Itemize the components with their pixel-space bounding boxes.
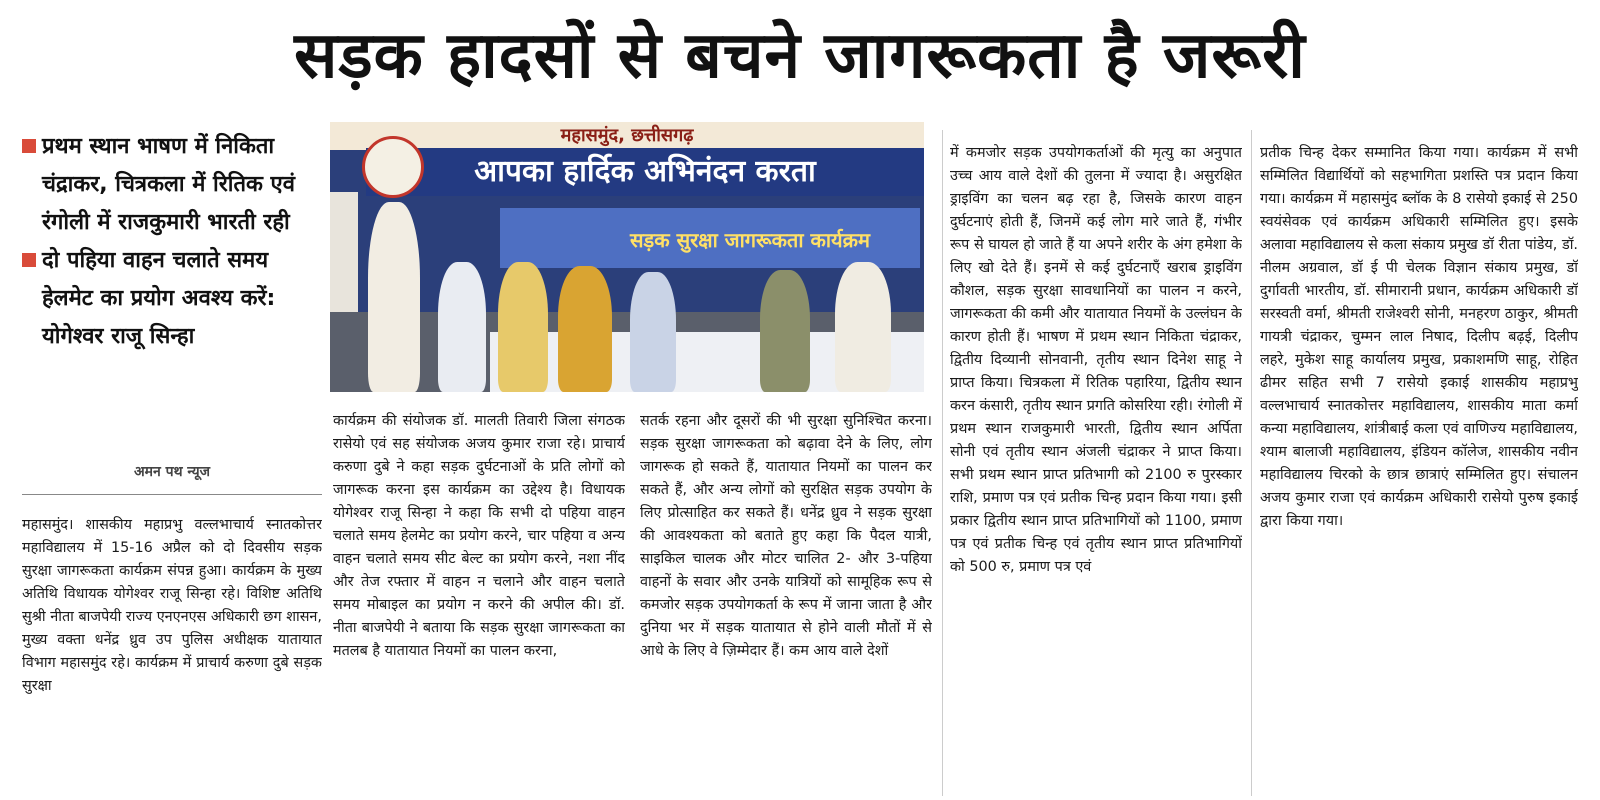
headline: सड़क हादसों से बचने जागरूकता है जरूरी <box>294 19 1306 93</box>
highlights <box>20 128 318 356</box>
article-column-1: महासमुंद। शासकीय महाप्रभु वल्लभाचार्य स्नातकोत्तर महाविद्यालय में 15-16 अप्रैल को दो दिवसीय सड़क सुरक्षा जागरूकता कार्यक्रम संपन्न हुआ। कार्यक्रम के मुख्य अतिथि विधायक योगेश्वर राजू सिन्हा रहे। विशिष्ट अतिथि सुश्री नीता बाजपेयी राज्य एनएनएस अधिकारी छग शासन, मुख्य वक्ता धनेंद्र ध्रुव उप पुलिस अधीक्षक यातायात विभाग महासमुंद रहे। कार्यक्रम में प्राचार्य करुणा दुबे सड़क सुरक्षा <box>22 517 322 694</box>
seal-icon <box>362 136 424 198</box>
column-divider <box>1251 130 1252 796</box>
article-column-3: सतर्क रहना और दूसरों की भी सुरक्षा सुनिश्चित करना। सड़क सुरक्षा जागरूकता को बढ़ावा देने के लिए, लोग जागरूक हो सकते हैं, यातायात नियमों का पालन कर सकते हैं, और अन्य लोगों को सुरक्षित सड़क उपयोग के लिए प्रोत्साहित कर सकते हैं। धनेंद्र ध्रुव ने सड़क सुरक्षा की आवश्यकता को बताते हुए कहा कि पैदल यात्री, साइकिल चालक और मोटर चालित 2- और 3-पहिया वाहनों के सवार और उनके यात्रियों को सामूहिक रूप से कमजोर सड़क उपयोगकर्ता के रूप में जाना जाता है और दुनिया भर में सड़क यातायात से होने वाली मौतों में से आधे के लिए वे ज़िम्मेदार हैं। कम आय वाले देशों <box>640 413 932 659</box>
column-divider <box>942 130 943 796</box>
bullet-square-icon <box>22 139 36 153</box>
photo-person <box>368 202 420 392</box>
highlight-item <box>20 128 318 242</box>
highlight-text: प्रथम स्थान भाषण में निकिता चंद्राकर, चित्रकला में रितिक एवं रंगोली में राजकुमारी भारती रही <box>42 134 295 235</box>
highlight-text: दो पहिया वाहन चलाते समय हेलमेट का प्रयोग अवश्य करें: योगेश्वर राजू सिन्हा <box>42 248 276 349</box>
divider <box>22 494 322 495</box>
bullet-square-icon <box>22 253 36 267</box>
highlight-item <box>20 242 318 356</box>
article-column-4: में कमजोर सड़क उपयोगकर्ताओं की मृत्यु का अनुपात उच्च आय वाले देशों की तुलना में ज्यादा है। असुरक्षित ड्राइविंग का चलन बढ़ रहा है, जिसके कारण वाहन दुर्घटनाएं होती हैं, जिनमें कई लोग मारे जाते हैं, गंभीर रूप से घायल हो जाते हैं या अपने शरीर के अंग हमेशा के लिए खो देते हैं। इनमें से कई दुर्घटनाएँ खराब ड्राइविंग कौशल, सड़क सुरक्षा सावधानियों का पालन न करने, जागरूकता की कमी और यातायात नियमों के उल्लंघन के कारण होती हैं। भाषण में प्रथम स्थान निकिता चंद्राकर, द्वितीय दिव्यानी सोनवानी, तृतीय स्थान दिनेश साहू ने प्राप्त किया। चित्रकला में रितिक पहारिया, द्वितीय स्थान करन कंसारी, तृतीय स्थान प्रगति कोसरिया रही। रंगोली में प्रथम स्थान राजकुमारी भारती, द्वितीय स्थान अर्पिता सोनी एवं तृतीय स्थान अंजली चंद्राकर ने प्राप्त किया। सभी प्रथम स्थान प्राप्त प्रतिभागी को 2100 रु पुरस्कार राशि, प्रमाण पत्र एवं प्रतीक चिन्ह प्रदान किया गया। इसी प्रकार द्वितीय स्थान प्राप्त प्रतिभागियों को 1100, प्रमाण पत्र एवं प्रतीक चिन्ह एवं तृतीय स्थान प्राप्त प्रतिभागियों को 500 रु, प्रमाण पत्र एवं <box>950 145 1242 575</box>
photo-event-banner-text: सड़क सुरक्षा जागरूकता कार्यक्रम <box>630 228 870 252</box>
photo-person <box>835 262 891 392</box>
photo-person <box>630 272 676 392</box>
event-photo <box>330 122 924 392</box>
photo-person <box>760 270 810 392</box>
article-column-5: प्रतीक चिन्ह देकर सम्मानित किया गया। कार्यक्रम में सभी सम्मिलित विद्यार्थियों को सहभागिता प्रशस्ति पत्र प्रदान किया गया। कार्यक्रम में महासमुंद ब्लॉक के 8 रासेयो इकाई से 250 स्वयंसेवक एवं कार्यक्रम अधिकारी सम्मिलित हुए। इसके अलावा महाविद्यालय से कला संकाय प्रमुख डॉ रीता पांडेय, डॉ. नीलम अग्रवाल, डॉ ई पी चेलक विज्ञान संकाय प्रमुख, डॉ दुर्गावती भारतीय, डॉ. सीमारानी प्रधान, कार्यक्रम अधिकारी डॉ सरस्वती वर्मा, श्रीमती राजेश्वरी सोनी, मनहरण ठाकुर, श्रीमती गायत्री चंद्राकर, चुम्मन लाल निषाद, दिलीप बढ़ई, दिलीप लहरे, मुकेश साहू कार्यालय प्रमुख, प्रकाशमणि साहू, रोहित ढीमर सहित सभी 7 रासेयो इकाई शासकीय महाप्रभु वल्लभाचार्य स्नातकोत्तर महाविद्यालय, शासकीय माता कर्मा कन्या महाविद्यालय, शांत्रीबाई कला एवं वाणिज्य महाविद्यालय, श्याम बालाजी महाविद्यालय, इंडियन कॉलेज, शासकीय नवीन महाविद्यालय चिरको के छात्र छात्राएं सम्मिलित हुए। संचालन अजय कुमार राजा एवं कार्यक्रम अधिकारी रासेयो पुरुष इकाई द्वारा किया गया। <box>1260 145 1578 529</box>
photo-person <box>558 266 612 392</box>
byline: अमन पथ न्यूज <box>133 464 211 480</box>
photo-person <box>438 262 486 392</box>
article-column-2: कार्यक्रम की संयोजक डॉ. मालती तिवारी जिला संगठक रासेयो एवं सह संयोजक अजय कुमार राजा रहे। प्राचार्य करुणा दुबे ने कहा सड़क दुर्घटनाओं के प्रति लोगों को जागरूक करना इस कार्यक्रम का उद्देश्य है। विधायक योगेश्वर राजू सिन्हा ने कहा कि सभी दो पहिया वाहन चलाते समय हेलमेट का प्रयोग करने, चार पहिया व अन्य वाहन चलाते समय सीट बेल्ट का प्रयोग करने, नशा नींद और तेज रफ्तार में वाहन न चलाने और वाहन चलाते समय मोबाइल का प्रयोग न करने की अपील की। डॉ. नीता बाजपेयी ने बताया कि सड़क सुरक्षा जागरूकता का मतलब है यातायात नियमों का पालन करना, <box>333 413 625 659</box>
photo-banner-top: महासमुंद, छत्तीसगढ़ <box>330 122 924 150</box>
photo-banner-main: आपका हार्दिक अभिनंदन करता <box>366 148 924 196</box>
photo-person <box>498 262 548 392</box>
